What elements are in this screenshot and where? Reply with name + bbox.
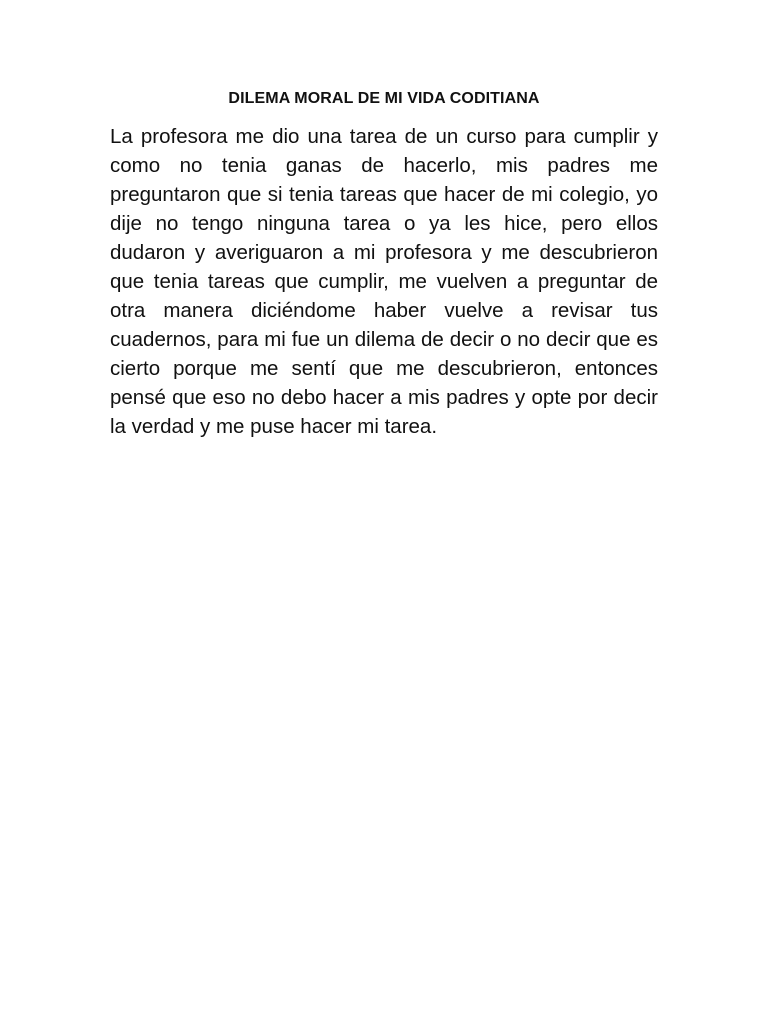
document-title: DILEMA MORAL DE MI VIDA CODITIANA xyxy=(228,90,540,107)
document-body-paragraph: La profesora me dio una tarea de un curso para cumplir y como no tenia ganas de hacerlo, mis padres me preguntaron que si tenia tareas que hacer de mi colegio, yo dije no tengo ninguna tarea o ya les hice, pero ellos dudaron y averiguaron a mi profesora y me descubrieron que tenia tareas que cumplir, me vuelven a preguntar de otra manera diciéndome haber vuelve a revisar tus cuadernos, para mi fue un dilema de decir o no decir que es cierto porque me sentí que me descubrieron, entonces pensé que eso no debo hacer a mis padres y opte por decir la verdad y me puse hacer mi tarea. xyxy=(110,125,658,438)
